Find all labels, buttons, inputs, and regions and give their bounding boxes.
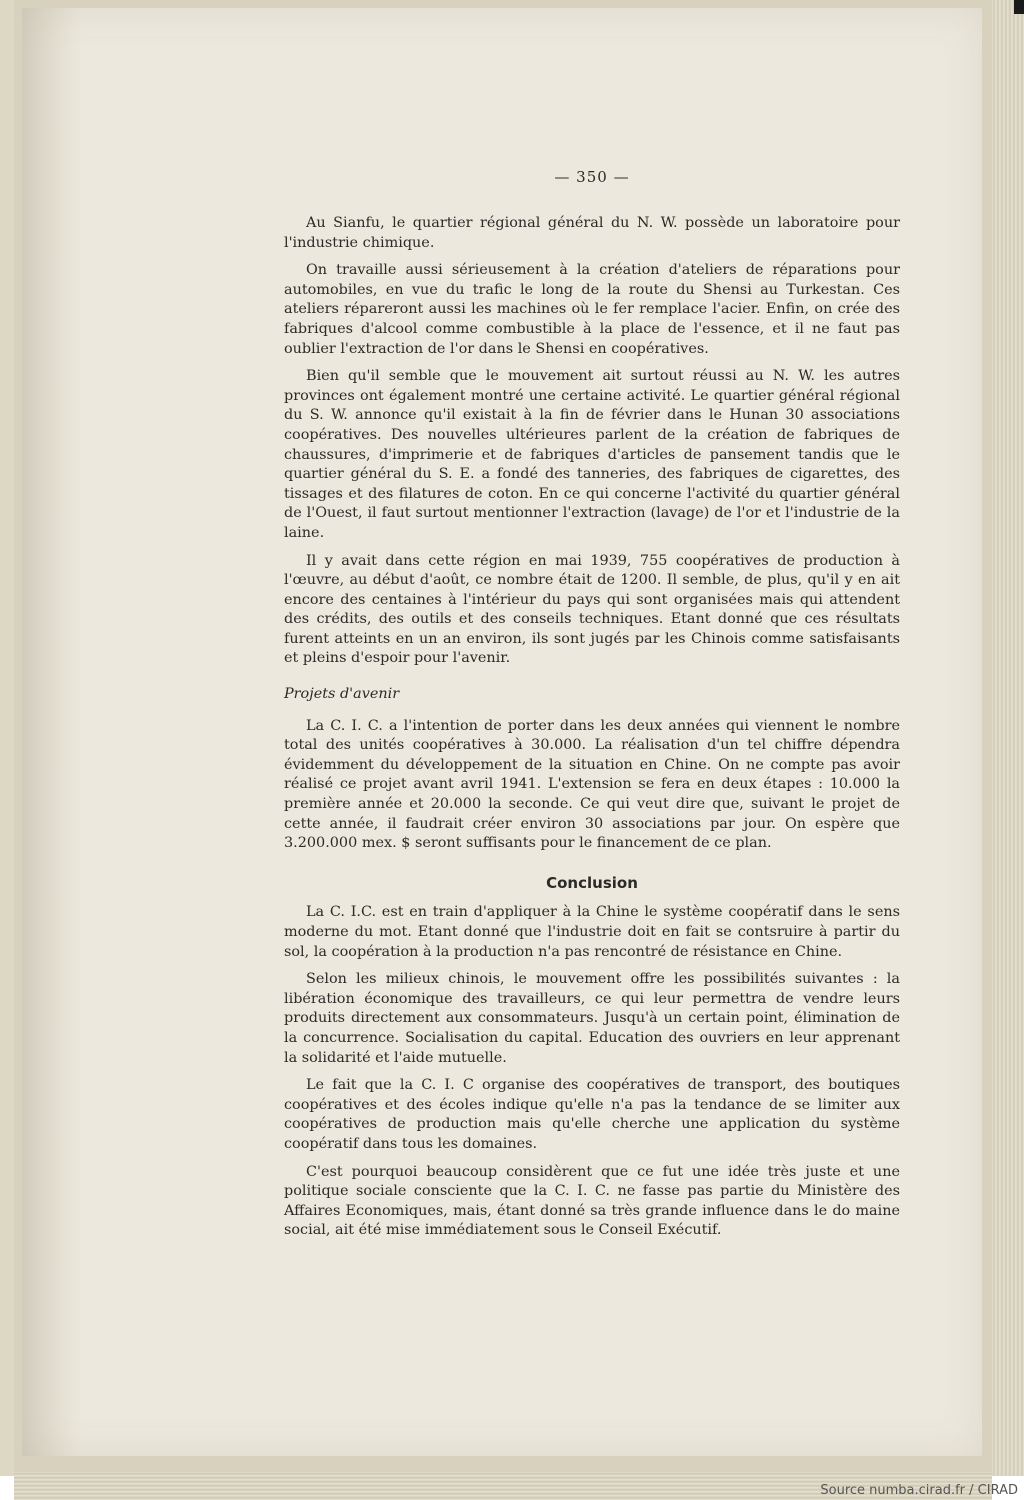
paragraph: La C. I. C. a l'intention de porter dans les deux années qui viennent le nombre total des unités coopératives à 30.000. La réalisation d'un tel chiffre dépendra évidemment du développement de la situation en Chine. On ne compte pas avoir réalisé ce projet avant avril 1941. L'extension se fera en deux étapes : 10.000 la première année et 20.000 la seconde. Ce qui veut dire que, suivant le projet de cette année, il faudrait créer environ 30 associations par jour. On espère que 3.200.000 mex. $ seront suffisants pour le financement de ce plan. <box>284 717 900 852</box>
text-block <box>284 214 900 1249</box>
paragraph: La C. I.C. est en train d'appliquer à la Chine le système coopératif dans le sens moderne du mot. Etant donné que l'industrie doit en fait se contsruire à partir du sol, la coopération à la production n'a pas rencontré de résistance en Chine. <box>284 904 900 960</box>
source-credit: Source numba.cirad.fr / CIRAD <box>820 1483 1018 1498</box>
paragraph: Selon les milieux chinois, le mouvement offre les possibilités suivantes : la libération économique des travailleurs, ce qui leur permettra de vendre leurs produits directement aux consommateurs. Jusqu'à un certain point, élimination de la concurrence. Socialisation du capital. Education des ouvriers en leur apprenant la solidarité et l'aide mutuelle. <box>284 971 900 1066</box>
paragraph: Au Sianfu, le quartier régional général du N. W. possède un laboratoire pour l'industrie chimique. <box>284 215 900 251</box>
paragraph: On travaille aussi sérieusement à la création d'ateliers de réparations pour automobiles, en vue du trafic le long de la route du Shensi au Turkestan. Ces ateliers répareront aussi les machines où le fer remplace l'acier. Enfin, on crée des fabriques d'alcool comme combustible à la place de l'essence, et il ne faut pas oublier l'extraction de l'or dans le Shensi en coopératives. <box>284 262 900 357</box>
paragraph: Bien qu'il semble que le mouvement ait surtout réussi au N. W. les autres provinces ont également montré une certaine activité. Le quartier général régional du S. W. annonce qu'il existait à la fin de février dans le Hunan 30 associations coopératives. Des nouvelles ultérieures parlent de la création de fabriques de chaussures, d'imprimerie et de fabriques d'articles de pansement tandis que le quartier général du S. E. a fondé des tanneries, des fabriques de cigarettes, des tissages et des filatures de coton. En ce qui concerne l'activité du quartier général de l'Ouest, il faut surtout mentionner l'extraction (lavage) de l'or et l'industrie de la laine. <box>284 368 900 541</box>
paragraph: Il y avait dans cette région en mai 1939, 755 coopératives de production à l'œuvre, au début d'août, ce nombre était de 1200. Il semble, de plus, qu'il y en ait encore des centaines à l'intérieur du pays qui sont organisées mais qui attendent des crédits, des outils et des conseils techniques. Etant donné que ces résultats furent atteints en un an environ, ils sont jugés par les Chinois comme satisfaisants et pleins d'espoir pour l'avenir. <box>284 552 900 667</box>
page-number: — 350 — <box>554 168 630 186</box>
section-heading: Conclusion <box>546 873 638 892</box>
paragraph: C'est pourquoi beaucoup considèrent que ce fut une idée très juste et une politique sociale consciente que la C. I. C. ne fasse pas partie du Ministère des Affaires Economiques, mais, étant donné sa très grande influence dans le do maine social, ait été mise immédiatement sous le Conseil Exécutif. <box>284 1163 900 1239</box>
scan-corner-mark <box>1014 0 1024 14</box>
page-edges-right <box>992 0 1024 1476</box>
paragraph: Le fait que la C. I. C organise des coopératives de transport, des boutiques coopératives et des écoles indique qu'elle n'a pas la tendance de se limiter aux coopératives de production mais qu'elle cherche une application du système coopératif dans tous les domaines. <box>284 1077 900 1152</box>
gutter-shadow <box>22 8 82 1456</box>
book-spine <box>0 0 14 1476</box>
document-page <box>22 8 982 1456</box>
section-subheading: Projets d'avenir <box>284 686 400 703</box>
